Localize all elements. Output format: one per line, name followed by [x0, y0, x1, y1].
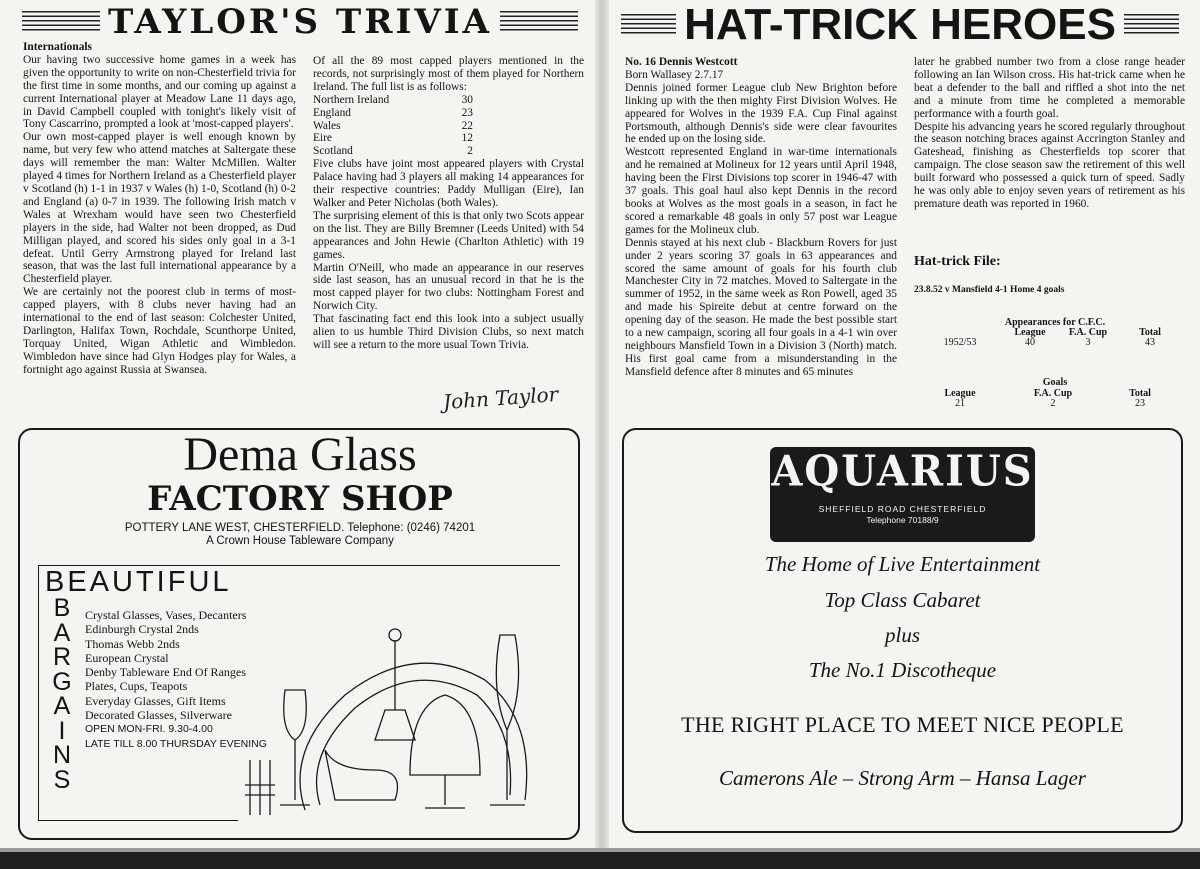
- decanter-icon: [375, 640, 415, 740]
- glassware-illustration: [245, 600, 565, 825]
- bargains-letter: R: [52, 643, 72, 671]
- dema-factory-shop: FACTORY SHOP: [147, 479, 453, 519]
- tally-row: [313, 120, 473, 133]
- appearances-total: 43: [1145, 337, 1155, 348]
- dema-company: A Crown House Tableware Company: [206, 535, 394, 547]
- aquarius-logo-text: AQUARIUS: [771, 446, 1034, 497]
- goals-total: 23: [1135, 398, 1145, 409]
- cut-glass-icon: [284, 690, 307, 740]
- tally-country: Northern Ireland: [313, 93, 390, 106]
- glasses-row-icon: [245, 760, 275, 815]
- hattrick-paragraph: Dennis joined former League club New Brighton before linking up with the then mighty First Division Wolves. He appeared for Wolves in the 1939 F.A. Cup Final against Portsmouth, although Dennis's side were clear favourites he ended up on the losing side.: [625, 81, 897, 146]
- wine-glass-stem: [425, 775, 465, 808]
- goals-col-facup: F.A. Cup: [1033, 388, 1073, 399]
- bargain-item: Edinburgh Crystal 2nds: [85, 622, 199, 637]
- appearances-heading: Appearances for C.F.C.: [1004, 317, 1106, 328]
- tally-count: 2: [467, 145, 473, 158]
- plate-rim: [317, 680, 511, 805]
- bargain-item: Denby Tableware End Of Ranges: [85, 665, 246, 680]
- tally-country: Eire: [313, 132, 332, 145]
- trivia-column-2: [313, 55, 584, 400]
- hattrick-column-1: [625, 56, 897, 412]
- author-signature: John Taylor: [442, 382, 559, 414]
- aquarius-address: SHEFFIELD ROAD CHESTERFIELD: [818, 504, 987, 514]
- trivia-paragraph: The surprising element of this is that only two Scots appear on the list. They are Billy Bremner (Leeds United) with 54 appearances and John Hewie (Charlton Athletic) with 19 games.: [313, 209, 584, 261]
- tally-country: Wales: [313, 119, 341, 132]
- goals-col-total: Total: [1129, 388, 1151, 399]
- hattrick-column-2: [914, 56, 1185, 246]
- appearances-col-facup: F.A. Cup: [1068, 327, 1108, 338]
- masthead-rules-left: [621, 14, 676, 36]
- masthead-rules-left: [22, 11, 100, 33]
- desk-surface: [0, 852, 1200, 869]
- trivia-masthead: [22, 3, 578, 41]
- tally-country: Scotland: [313, 145, 353, 158]
- trivia-paragraph: Our having two successive home games in a week has given the opportunity to write on non-Chesterfield trivia for the first time in some months, and our coming up against a current International player at Meadow Lane 11 days ago, in David Campbell coupled with tonight's likely visit of Tony Cascarrino, prompted a look at 'most-capped players'.: [23, 53, 296, 131]
- tally-row: [313, 94, 473, 107]
- bargains-vertical: [47, 596, 77, 792]
- tally-count: 22: [461, 119, 473, 132]
- bargain-item: Plates, Cups, Teapots: [85, 679, 188, 694]
- dema-address: POTTERY LANE WEST, CHESTERFIELD. Telephone: (0246) 74201: [124, 522, 476, 534]
- aquarius-line: Top Class Cabaret: [824, 588, 981, 612]
- bargains-letter: I: [58, 716, 66, 745]
- hattrick-file-match: 23.8.52 v Mansfield 4-1 Home 4 goals: [914, 285, 1065, 295]
- masthead-rules-right: [1124, 14, 1179, 36]
- hattrick-paragraph: Dennis stayed at his next club - Blackburn Rovers for just under 2 years scoring 37 goals in 63 appearances and scored the same amount of goals for his fourth club Manchester City in 72 matches. Moved to Saltergate in the summer of 1952, in the same week as Ron Powell, aged 35 and made his Spireite debut at centre forward on the opening day of the season. He made the best possible start to a new campaign, scoring all four goals in a 4-1 win over neighbours Mansfield Town in a Division 3 (North) match. His first goal came from a misunderstanding in the Mansfield defence after 8 minutes and 65 minutes: [625, 236, 897, 378]
- bargains-letter: G: [52, 667, 72, 696]
- trivia-heading: TAYLOR'S TRIVIA: [107, 2, 493, 42]
- trivia-paragraph: Of all the 89 most capped players mentioned in the records, not surprisingly most of them played for Northern Ireland. The full list is as follows:: [313, 55, 584, 93]
- aquarius-tagline: THE RIGHT PLACE TO MEET NICE PEOPLE: [681, 712, 1124, 737]
- beautiful-word: BEAUTIFUL: [45, 566, 232, 598]
- trivia-paragraph: We are certainly not the poorest club in terms of most-capped players, with 8 clubs never having had an international to the end of last season: Colchester United, Darlington, Halifax Town, Rochdale, Scunthorpe United, Torquay United, Wigan Athletic and Wimbledon. Wimbledon have since had Glyn Hodges play for Wales, a fortnight ago against Russia at Swansea.: [23, 286, 296, 376]
- trivia-paragraph: Five clubs have joint most appeared players with Crystal Palace having had 3 players all making 14 appearances for their respective countries: Paddy Mulligan (Eire), Ian Walker and Peter Nicholas (both Wales).: [313, 158, 584, 209]
- masthead-rules-right: [500, 11, 578, 33]
- appearances-season: 1952/53: [943, 337, 977, 348]
- bargains-frame-bottom: [38, 820, 238, 821]
- goals-heading: Goals: [1042, 377, 1068, 388]
- bargains-list: [85, 608, 267, 751]
- bargains-letter: A: [53, 618, 71, 647]
- appearances-col-league: League: [1014, 327, 1046, 338]
- aquarius-telephone: Telephone 70188/9: [866, 515, 939, 525]
- hattrick-paragraph: later he grabbed number two from a close range header following an Ian Wilson cross. His hat-trick came when he beat a defender to the ball and riffled a shot into the net and a minute from time he completed a memorable performance with a fourth goal.: [914, 56, 1185, 120]
- hattrick-heading: HAT-TRICK HEROES: [684, 0, 1116, 49]
- tally-count: 23: [461, 106, 473, 119]
- hattrick-file-title: Hat-trick File:: [914, 254, 1001, 269]
- vase-icon: [496, 635, 518, 730]
- tally-count: 30: [461, 93, 473, 106]
- trivia-paragraph: That fascinating fact end this look into a subject usually alien to us humble Third Division Clubs, so next match will see a return to the more usual Town Trivia.: [313, 313, 584, 351]
- aquarius-line: The Home of Live Entertainment: [764, 552, 1041, 576]
- dema-title: Dema Glass: [183, 428, 417, 481]
- tally-row: [313, 107, 473, 120]
- trivia-paragraph: Our own most-capped player is well enough known by name, but very few who attend matches at Saltergate these days will remember the man: Walter McMillen. Walter played 4 times for Northern Ireland as a Chesterfield player v Scotland (h) 1-1 in 1937 v Wales (h) 1-0, Scotland (h) 0-2 and England (a) 0-7 in 1939. The following Irish match v Wales at Wrexham would have seen two Chesterfield players in the side, had Walter not been dropped, as Dud Milligan played, and scored his sides only goal in a 3-1 defeat. Until Gerry Armstrong played for Ireland last season, that was the last full international appearance by a Chesterfield player.: [23, 131, 296, 286]
- trivia-section-title: Internationals: [23, 41, 92, 53]
- tally-count: 12: [461, 132, 473, 145]
- bargains-letter: S: [53, 765, 71, 794]
- wine-glass-icon: [410, 695, 480, 775]
- tally-country: England: [313, 106, 351, 119]
- opening-hours: OPEN MON-FRI. 9.30-4.00: [85, 723, 213, 736]
- bargains-letter: B: [53, 594, 71, 622]
- aquarius-drinks: Camerons Ale – Strong Arm – Hansa Lager: [719, 766, 1086, 790]
- bargain-item: Crystal Glasses, Vases, Decanters: [85, 608, 247, 622]
- appearances-facup: 3: [1085, 337, 1091, 348]
- tally-row: [313, 145, 473, 158]
- trivia-paragraph: Martin O'Neill, who made an appearance in our reserves side last season, has an unusual record in that he is the most capped player for two clubs: Nottingham Forest and Norwich City.: [313, 261, 584, 313]
- hattrick-paragraph: Despite his advancing years he scored regularly throughout the season notching braces against Accrington Stanley and Gateshead, finishing as Chesterfields top scorer that campaign. The close season saw the retirement of this well built forward who possessed a quick turn of speed. Sadly he was only able to enjoy seven years of retirement as his premature death was reported in 1960.: [914, 120, 1185, 210]
- tally-row: [313, 132, 473, 145]
- aquarius-line: plus: [884, 623, 920, 647]
- late-opening: LATE TILL 8.00 THURSDAY EVENING: [85, 737, 267, 750]
- bargain-item: Everyday Glasses, Gift Items: [85, 693, 226, 708]
- decanter-stopper: [389, 629, 401, 641]
- trivia-column-1: [23, 41, 296, 425]
- player-title: No. 16 Dennis Westcott: [625, 56, 738, 68]
- vase-stem: [490, 730, 525, 805]
- bargain-item: European Crystal: [85, 650, 169, 665]
- goals-league: 21: [955, 398, 965, 409]
- hattrick-masthead: [621, 0, 1179, 49]
- goals-col-league: League: [944, 388, 976, 399]
- hattrick-paragraph: Westcott represented England in war-time internationals and he remained at Molineux for 12 years until April 1948, having been the First Divisions top scorer in 1946-47 with 37 goals. This goal haul also kept Dennis in the record books at Wolves as the most goals in a season, in fact he scored a remarkable 48 goals in only 57 post war League games for the Molineux club.: [625, 146, 897, 236]
- appearances-league: 40: [1025, 337, 1035, 348]
- appearances-col-total: Total: [1139, 327, 1161, 338]
- teapot-icon: [325, 750, 398, 800]
- player-born: Born Wallasey 2.7.17: [625, 68, 724, 81]
- bargains-letter: N: [52, 741, 72, 769]
- goals-facup: 2: [1050, 398, 1056, 409]
- bargain-item: Thomas Webb 2nds: [85, 636, 180, 651]
- bargains-letter: A: [53, 692, 71, 720]
- bargain-item: Decorated Glasses, Silverware: [85, 708, 232, 723]
- aquarius-line: The No.1 Discotheque: [808, 658, 997, 682]
